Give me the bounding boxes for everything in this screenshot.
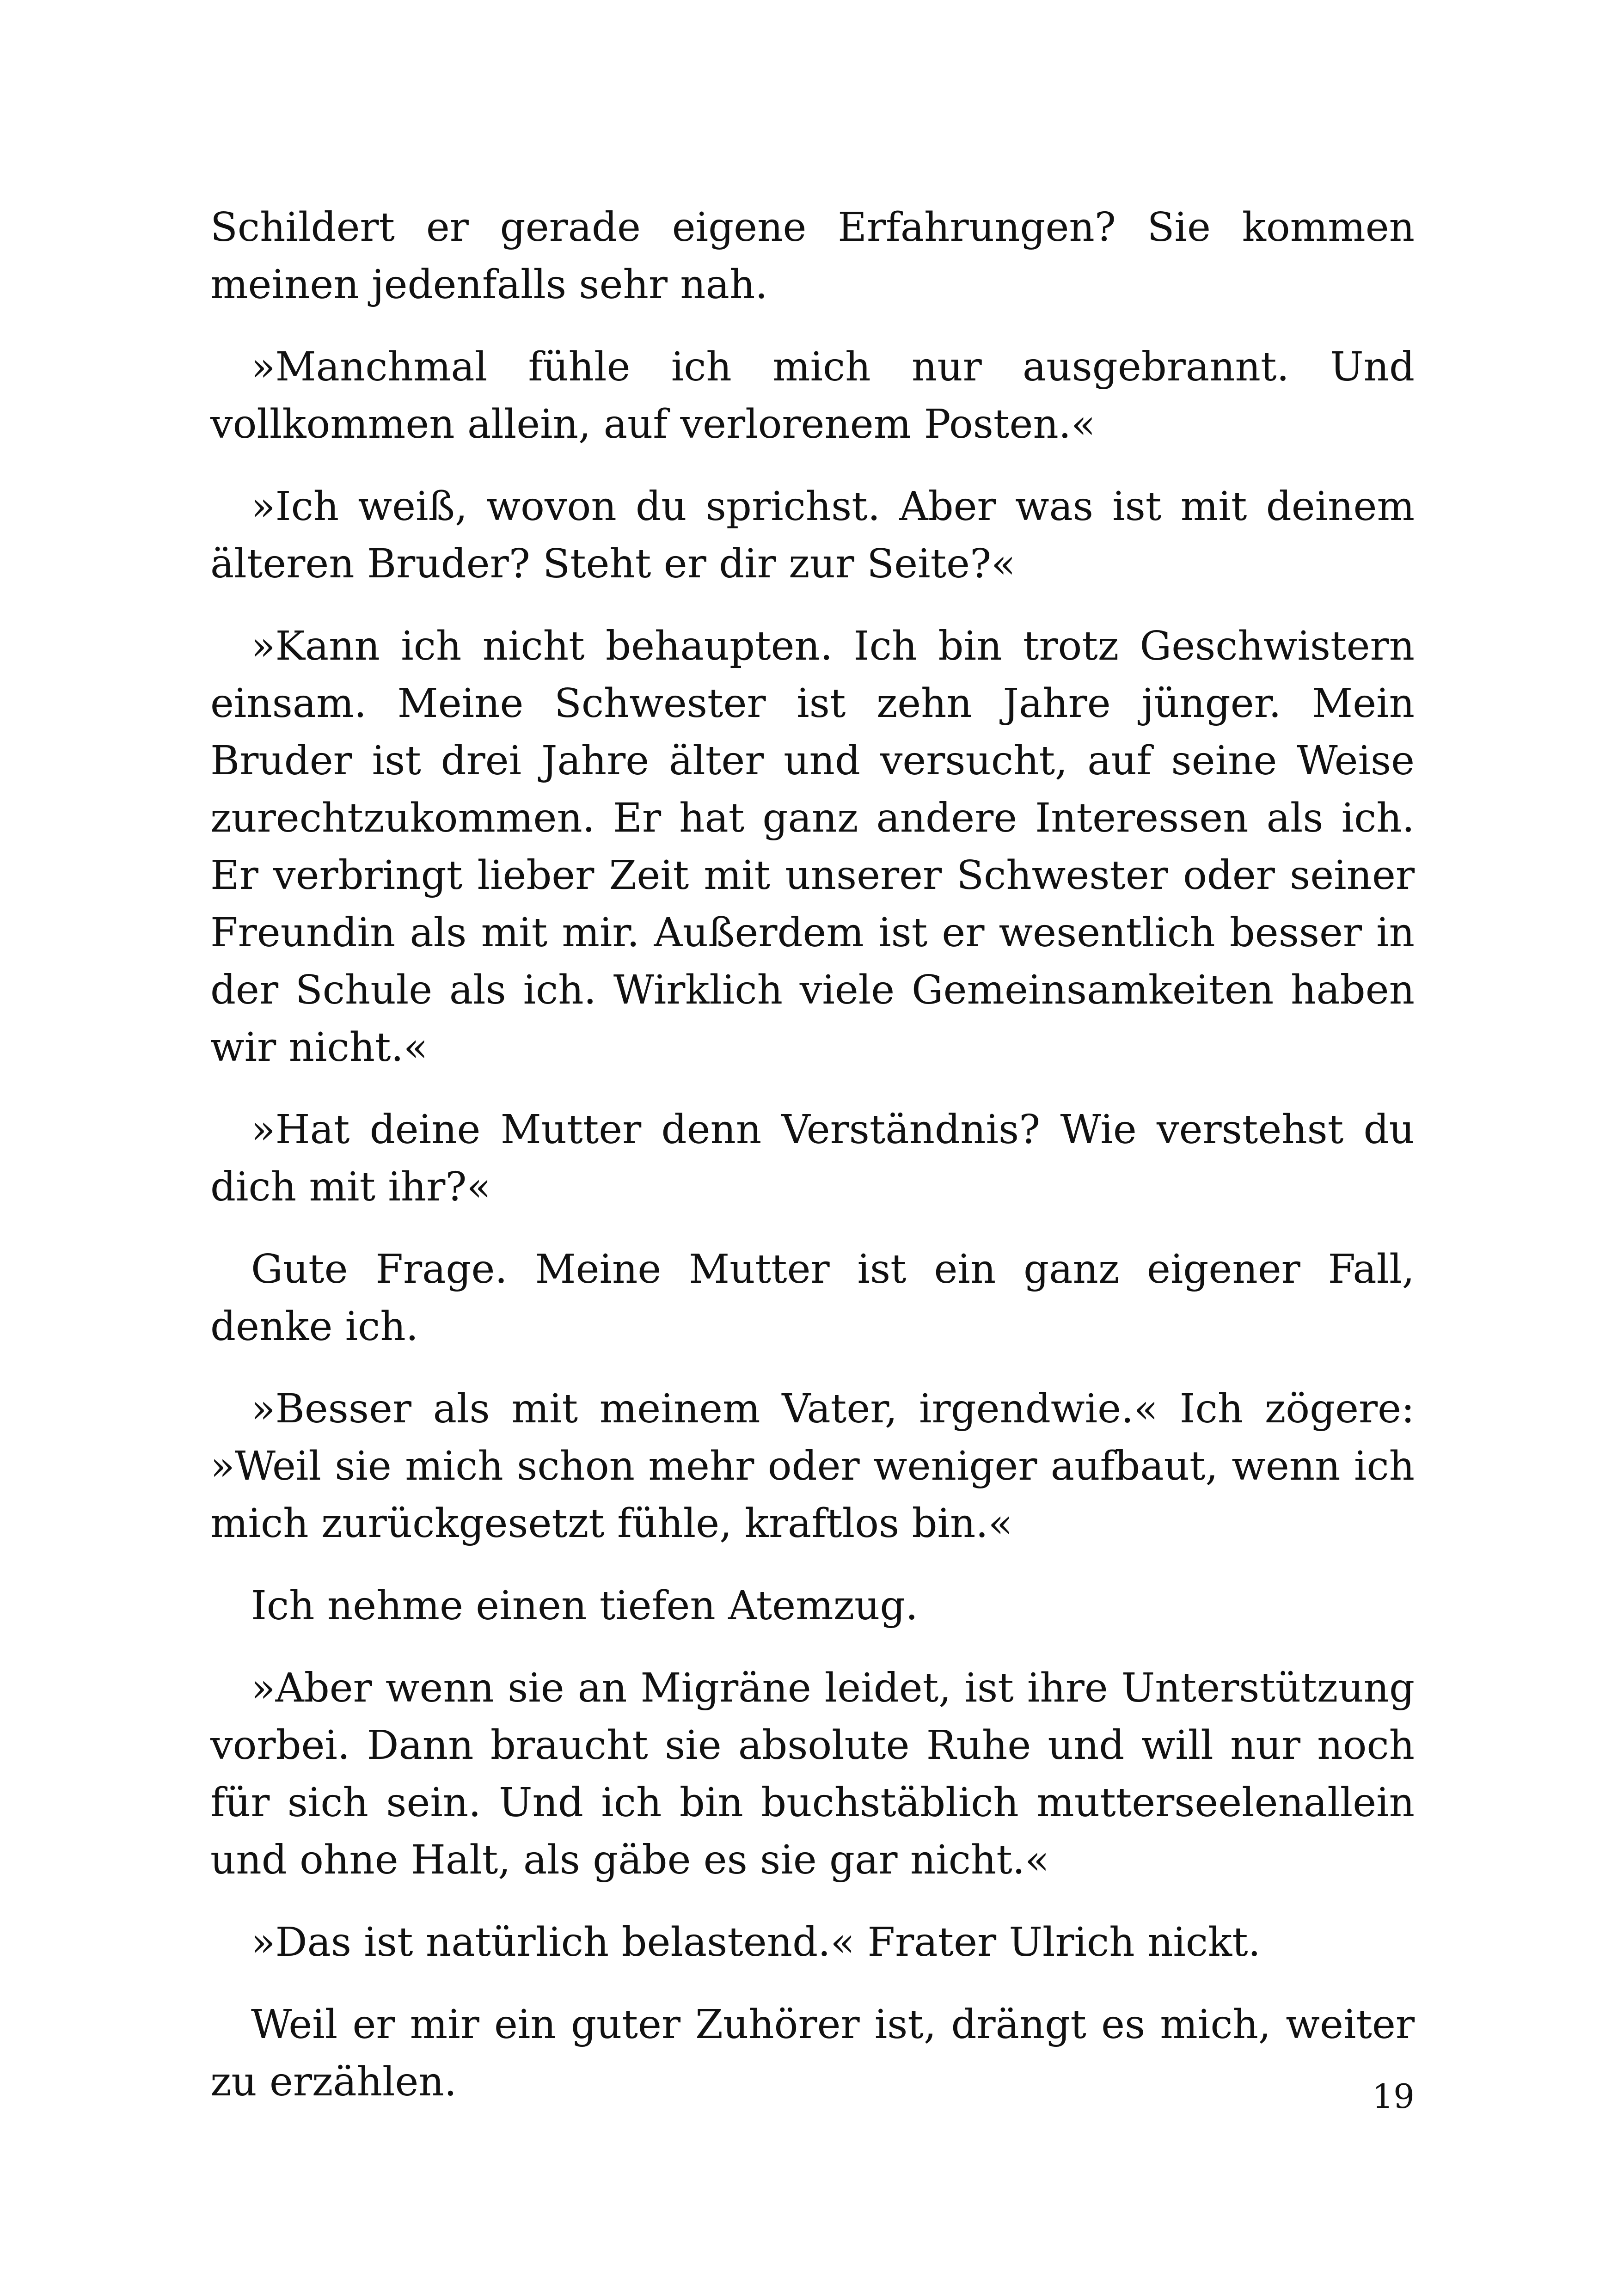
body-text [210, 199, 1415, 2111]
paragraph: »Ich weiß, wovon du sprichst. Aber was ist mit deinem älteren Bruder? Steht er dir zur Seite?« [210, 484, 1415, 587]
page-number: 19 [1372, 2077, 1415, 2116]
paragraph: »Das ist natürlich belastend.« Frater Ulrich nickt. [251, 1919, 1261, 1965]
paragraph: »Besser als mit meinem Vater, irgendwie.« Ich zögere: »Weil sie mich schon mehr oder weniger aufbaut, wenn ich mich zurückgesetzt fühle, kraftlos bin.« [210, 1386, 1415, 1547]
paragraph: Ich nehme einen tiefen Atemzug. [251, 1583, 918, 1629]
paragraph: »Hat deine Mutter denn Verständnis? Wie verstehst du dich mit ihr?« [210, 1107, 1415, 1210]
paragraph: »Kann ich nicht behaupten. Ich bin trotz Geschwistern einsam. Meine Schwester ist zehn Jahre jünger. Mein Bruder ist drei Jahre älter und versucht, auf seine Weise zurechtzukommen. Er hat ganz andere Interessen als ich. Er verbringt lieber Zeit mit unserer Schwester oder seiner Freundin als mit mir. Außerdem ist er wesentlich besser in der Schule als ich. Wirklich viele Gemeinsamkeiten haben wir nicht.« [210, 623, 1415, 1071]
paragraph: »Aber wenn sie an Migräne leidet, ist ihre Unterstützung vorbei. Dann braucht sie absolute Ruhe und will nur noch für sich sein. Und ich bin buchstäblich mutterseelenallein und ohne Halt, als gäbe es sie gar nicht.« [210, 1665, 1415, 1883]
paragraph: »Manchmal fühle ich mich nur ausgebrannt. Und vollkommen allein, auf verlorenem Posten.« [210, 344, 1415, 447]
paragraph: Weil er mir ein guter Zuhörer ist, drängt es mich, weiter zu erzählen. [210, 2002, 1415, 2105]
paragraph: Schildert er gerade eigene Erfahrungen? Sie kommen meinen jedenfalls sehr nah. [210, 204, 1415, 308]
paragraph: Gute Frage. Meine Mutter ist ein ganz eigener Fall, denke ich. [210, 1246, 1415, 1350]
